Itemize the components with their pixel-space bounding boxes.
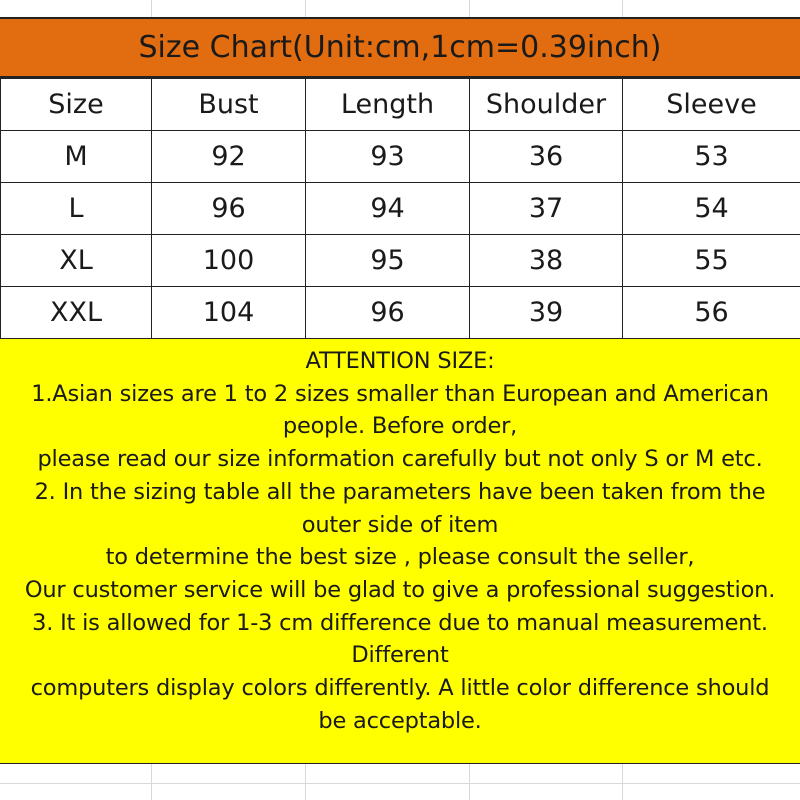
notes-line: 2. In the sizing table all the parameters have been taken from the: [34, 478, 766, 505]
cell-sleeve: 54: [623, 183, 800, 235]
table-row: [1, 235, 800, 287]
notes-heading: ATTENTION SIZE:: [305, 348, 495, 374]
notes-line: 1.Asian sizes are 1 to 2 sizes smaller than European and American: [31, 380, 769, 407]
notes-line: be acceptable.: [318, 707, 482, 734]
cell-shoulder: 39: [470, 287, 623, 339]
header-length: Length: [306, 79, 470, 131]
cell-bust: 96: [152, 183, 306, 235]
cell-sleeve: 55: [623, 235, 800, 287]
header-size: Size: [1, 79, 152, 131]
cell-length: 93: [306, 131, 470, 183]
cell-sleeve: 53: [623, 131, 800, 183]
size-table: [0, 78, 800, 339]
table-row: [1, 287, 800, 339]
cell-shoulder: 38: [470, 235, 623, 287]
size-attention-notes: [0, 338, 800, 764]
cell-sleeve: 56: [623, 287, 800, 339]
table-row: [1, 131, 800, 183]
notes-line: people. Before order,: [282, 413, 518, 440]
sheet-gridline: [151, 764, 152, 800]
cell-shoulder: 36: [470, 131, 623, 183]
header-sleeve: Sleeve: [623, 79, 800, 131]
notes-line: 3. It is allowed for 1-3 cm difference due to manual measurement.: [32, 609, 768, 636]
cell-bust: 104: [152, 287, 306, 339]
notes-line: outer side of item: [301, 511, 499, 538]
notes-line: please read our size information carefully but not only S or M etc.: [37, 446, 763, 473]
sheet-gridline: [469, 0, 470, 17]
cell-length: 94: [306, 183, 470, 235]
header-shoulder: Shoulder: [470, 79, 623, 131]
cell-shoulder: 37: [470, 183, 623, 235]
cell-length: 96: [306, 287, 470, 339]
notes-line: Different: [351, 642, 449, 669]
sheet-gridline: [622, 764, 623, 800]
sheet-gridline: [305, 0, 306, 17]
cell-size: M: [1, 131, 152, 183]
cell-size: L: [1, 183, 152, 235]
sheet-gridline: [469, 764, 470, 800]
notes-line: to determine the best size , please consult the seller,: [105, 544, 695, 571]
cell-length: 95: [306, 235, 470, 287]
size-chart-title: Size Chart(Unit:cm,1cm=0.39inch): [0, 17, 800, 78]
cell-size: XL: [1, 235, 152, 287]
notes-line: computers display colors differently. A little color difference should: [30, 675, 770, 702]
cell-bust: 100: [152, 235, 306, 287]
table-header-row: [1, 79, 800, 131]
header-bust: Bust: [152, 79, 306, 131]
sheet-gridline: [622, 0, 623, 17]
cell-size: XXL: [1, 287, 152, 339]
cell-bust: 92: [152, 131, 306, 183]
sheet-gridline: [0, 783, 800, 784]
sheet-gridline: [305, 764, 306, 800]
table-row: [1, 183, 800, 235]
sheet-gridline: [151, 0, 152, 17]
notes-line: Our customer service will be glad to give a professional suggestion.: [24, 576, 776, 603]
